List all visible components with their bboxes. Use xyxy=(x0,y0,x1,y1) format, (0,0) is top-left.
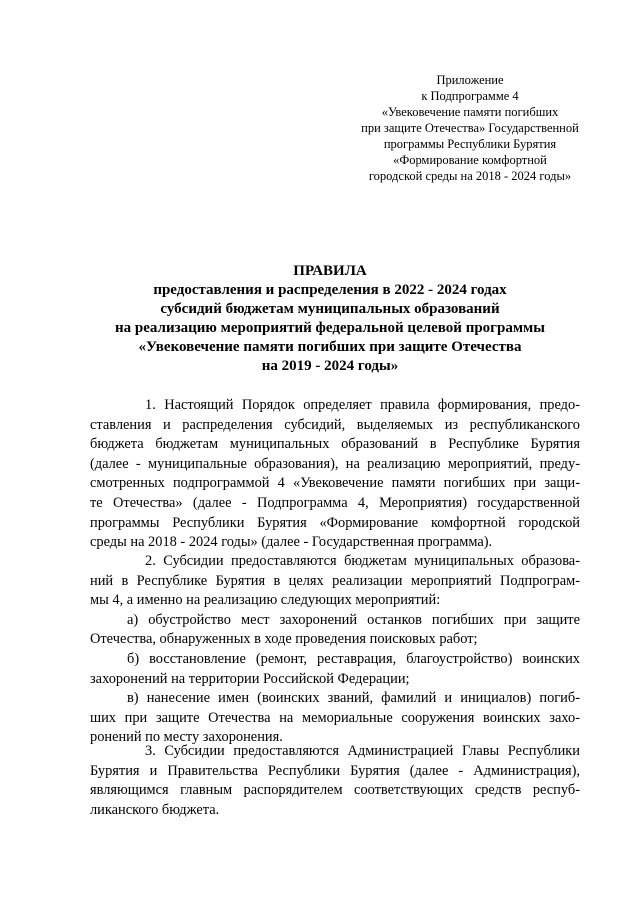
title-heading: ПРАВИЛА xyxy=(293,263,367,279)
appendix-line: «Формирование комфортной xyxy=(393,153,547,167)
document-title xyxy=(80,262,580,376)
paragraph-line: мы 4, а именно на реализацию следующих мероприятий: xyxy=(90,592,441,609)
title-line: на реализацию мероприятий федеральной целевой программы xyxy=(115,320,545,336)
appendix-line: «Увековечение памяти погибших xyxy=(381,105,559,119)
appendix-line: к Подпрограмме 4 xyxy=(421,89,519,103)
paragraph-line: ших при защите Отечества на мемориальные сооружения воинских захо- xyxy=(90,709,580,726)
paragraph-line: Отечества, обнаруженных в ходе проведения поисковых работ; xyxy=(90,631,478,648)
paragraph-line: являющимся главным распорядителем соответствующих средств респуб- xyxy=(90,782,580,799)
paragraph-line: ставления и распределения субсидий, выделяемых из республиканского xyxy=(90,416,580,433)
paragraph-line: (далее - муниципальные образования), на реализацию мероприятий, преду- xyxy=(90,455,580,472)
appendix-line: городской среды на 2018 - 2024 годы» xyxy=(368,169,572,183)
paragraph-3 xyxy=(90,742,580,820)
paragraph-line: ликанского бюджета. xyxy=(90,801,220,818)
appendix-line: программы Республики Бурятия xyxy=(383,137,557,151)
paragraph-line: Бурятия и Правительства Республики Бурятия (далее - Администрация), xyxy=(90,762,580,779)
list-item-a: а) обустройство мест захоронений останков погибших при защите xyxy=(127,611,580,628)
paragraph-line: 3. Субсидии предоставляются Администрацией Главы Республики xyxy=(145,743,580,759)
list-item-c: в) нанесение имен (воинских званий, фамилий и инициалов) погиб- xyxy=(127,690,580,707)
appendix-line: при защите Отечества» Государственной xyxy=(361,121,579,135)
list-item-b: б) восстановление (ремонт, реставрация, благоустройство) воинских xyxy=(127,650,580,667)
appendix-note xyxy=(340,72,600,184)
paragraph-line: те Отечества» (далее - Подпрограмма 4, Мероприятия) государственной xyxy=(90,494,580,511)
title-line: «Увековечение памяти погибших при защите Отечества xyxy=(138,339,522,355)
title-line: субсидий бюджетам муниципальных образований xyxy=(160,301,500,317)
paragraph-line: ний в Республике Бурятия в целях реализации мероприятий Подпрограм- xyxy=(90,572,580,589)
paragraph-1 xyxy=(90,396,580,553)
paragraph-line: захоронений на территории Российской Федерации; xyxy=(90,670,410,687)
title-line: на 2019 - 2024 годы» xyxy=(261,358,399,374)
paragraph-line: бюджета бюджетам муниципальных образований в Республике Бурятия xyxy=(90,436,580,453)
paragraph-line: среды на 2018 - 2024 годы» (далее - Государственная программа). xyxy=(90,534,493,551)
paragraph-line: смотренных подпрограммой 4 «Увековечение памяти погибших при защи- xyxy=(90,475,580,492)
appendix-line: Приложение xyxy=(436,73,504,87)
title-line: предоставления и распределения в 2022 - 2024 годах xyxy=(153,282,507,298)
paragraph-line: 1. Настоящий Порядок определяет правила формирования, предо- xyxy=(145,397,580,413)
paragraph-line: ронений по месту захоронения. xyxy=(90,729,283,746)
paragraph-line: 2. Субсидии предоставляются бюджетам муниципальных образова- xyxy=(145,553,580,569)
paragraph-2 xyxy=(90,552,580,748)
paragraph-line: программы Республики Бурятия «Формирование комфортной городской xyxy=(90,514,580,531)
